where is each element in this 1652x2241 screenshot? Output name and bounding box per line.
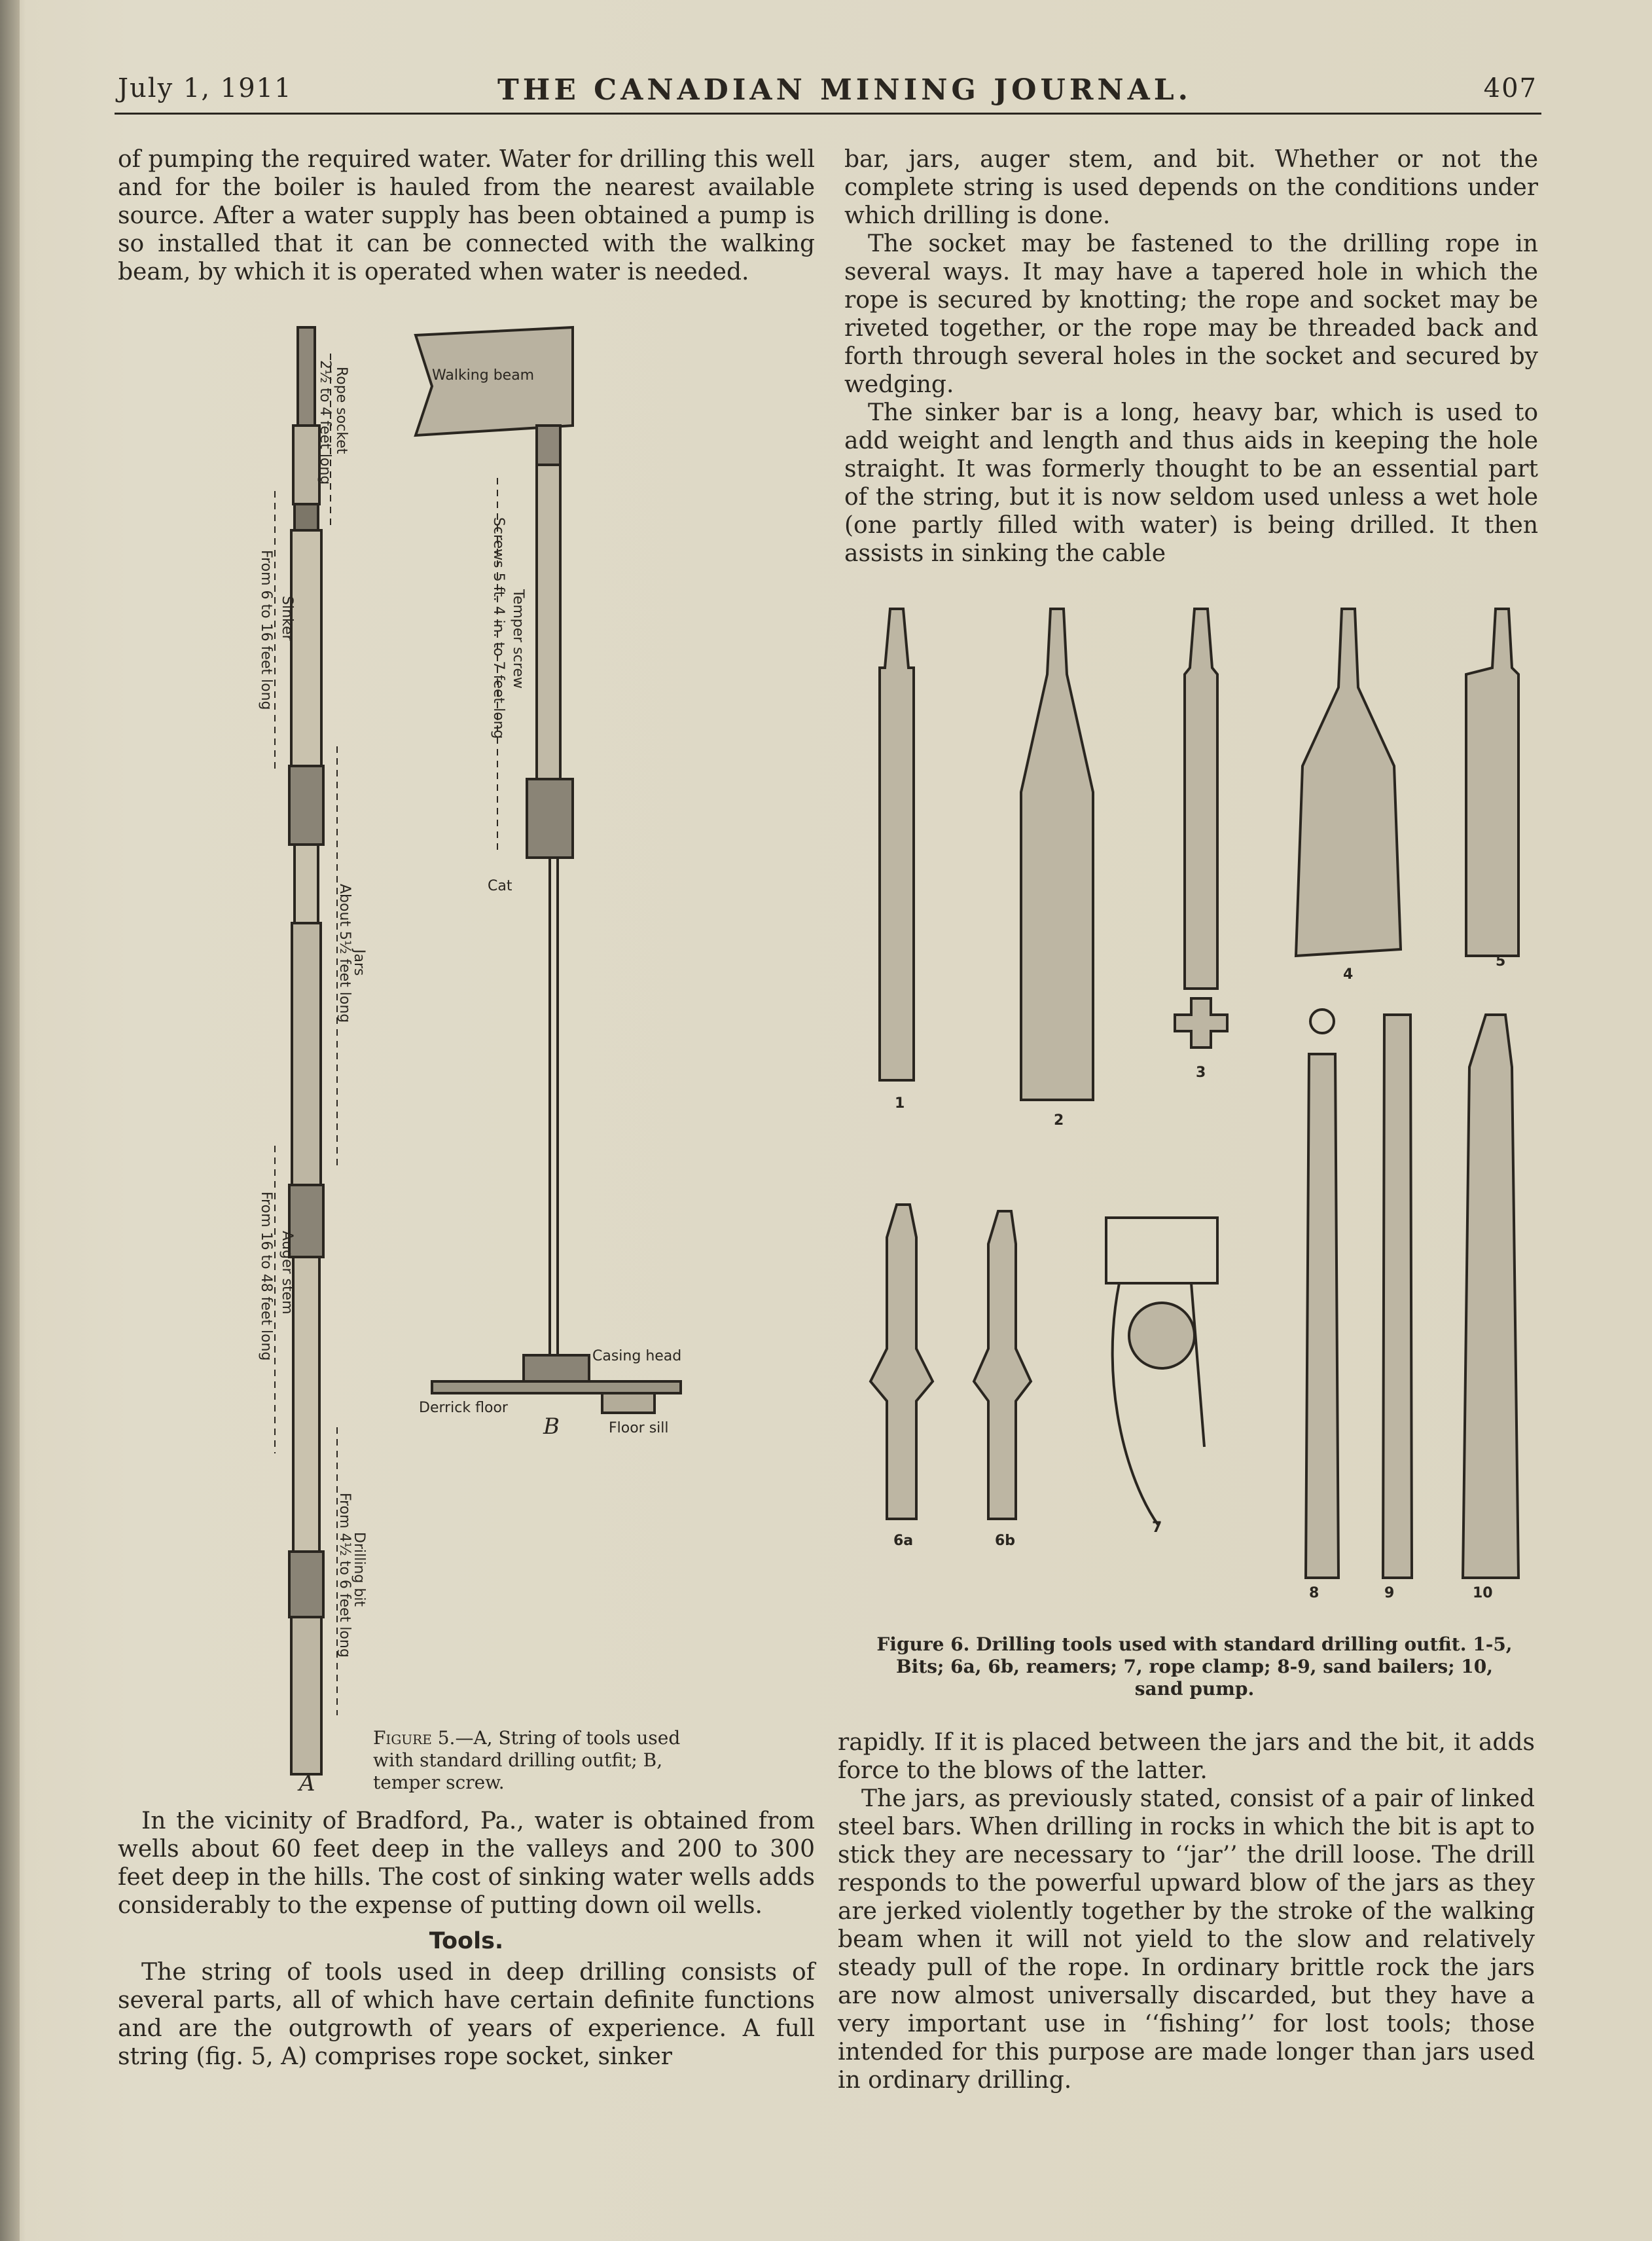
fig6-number-4: 4: [1343, 966, 1354, 983]
figure-6-caption: [871, 1633, 1518, 1700]
figure-6-drawing: [851, 596, 1545, 1604]
fig6-number-5: 5: [1496, 953, 1506, 970]
label-drilling-bit-length: From 4½ to 6 feet long: [336, 1493, 353, 1658]
left-top-paragraph: of pumping the required water. Water for drilling this well and for the boiler is hauled from the nearest available source. After a water supply has been obtained a pump is so installed that it can be connected with the walking beam, by which it is operated when water is needed.: [118, 146, 815, 285]
left-bottom-paragraph-2: The string of tools used in deep drilling consists of several parts, all of which have certain definite functions and are the outgrowth of years of experience. A full string (fig. 5, A) comprises rope socket, sinker: [118, 1959, 815, 2070]
label-sinker-length: From 6 to 16 feet long: [258, 550, 274, 710]
label-cat: Cat: [488, 878, 512, 894]
right-bottom-paragraph-2: The jars, as previously stated, consist of a pair of linked steel bars. When drilling in rocks in which the bit is apt to stick they are necessary to ‘‘jar’’ the drill loose. The drill responds to the powerful upward blow of the jars as they are jerked violently together by the stroke of the walking beam when it will not yield to the slow and relatively steady pull of the rope. In ordinary brittle rock the jars are now almost universally discarded, but they have a very important use in ‘‘fishing’’ for lost tools; those intended for this purpose are made longer than jars used in ordinary drilling.: [838, 1785, 1535, 2094]
right-top-paragraph-1: bar, jars, auger stem, and bit. Whether or not the complete string is used depends on the conditions under which drilling is done.: [844, 146, 1538, 229]
fig6-number-2: 2: [1054, 1112, 1064, 1129]
tool-10-sand-pump: [1463, 1015, 1518, 1578]
header-page-number: 407: [1483, 73, 1537, 103]
tool-5-bit: [1466, 609, 1518, 956]
label-floor-sill: Floor sill: [609, 1420, 669, 1436]
right-column-bottom: [838, 1728, 1535, 2094]
fig6-number-6a: 6a: [893, 1533, 914, 1549]
label-letter-b: B: [543, 1413, 560, 1440]
right-top-paragraph-3: The sinker bar is a long, heavy bar, which is used to add weight and length and thus aids in keeping the hole straight. It was formerly thought to be an essential part of the string, but it is now seldom used unless a wet hole (one partly filled with water) is being drilled. It then assists in sinking the cable: [844, 399, 1538, 567]
header-rule: [115, 113, 1541, 115]
tool-3-bit: [1175, 609, 1227, 1048]
left-bottom-paragraph-1: In the vicinity of Bradford, Pa., water is obtained from wells about 60 feet deep in the valleys and 200 to 300 feet deep in the hills. The cost of sinking water wells adds considerably to the expense of putting down oil wells.: [118, 1808, 815, 1919]
left-column-top: [118, 145, 815, 286]
label-letter-a: A: [299, 1770, 315, 1794]
tool-7-rope-clamp: [1106, 1218, 1217, 1525]
label-drilling-bit: Drilling bit: [351, 1532, 367, 1607]
tool-9-sand-bailer: [1383, 1015, 1412, 1578]
fig6-number-3: 3: [1196, 1065, 1206, 1081]
tool-8-sand-bailer: [1306, 1010, 1338, 1578]
fig6-number-8: 8: [1309, 1585, 1320, 1601]
label-rope-socket-length: 2½ to 4 feet long: [317, 360, 333, 485]
label-sinker: Sinker: [279, 596, 295, 641]
fig6-number-10: 10: [1473, 1585, 1493, 1601]
fig6-number-7: 7: [1152, 1520, 1162, 1536]
left-column-bottom: [118, 1807, 815, 2071]
right-column-top: [844, 145, 1538, 568]
label-rope-socket: Rope socket: [333, 367, 350, 454]
tool-6b-reamer: [974, 1211, 1031, 1519]
header-journal-title: THE CANADIAN MINING JOURNAL.: [497, 73, 1192, 107]
label-temper-screw: Temper screw: [510, 589, 526, 689]
label-walking-beam: Walking beam: [432, 367, 535, 384]
label-casing-head: Casing head: [592, 1348, 682, 1364]
label-temper-screw-length: Screws 5 ft. 4 in. to 7 feet long: [490, 517, 507, 739]
binding-shadow: [0, 0, 20, 2241]
fig6-number-6b: 6b: [995, 1533, 1016, 1549]
figure-5-drawing: [236, 314, 707, 1794]
figure-5-caption: [373, 1727, 687, 1794]
label-auger-stem-length: From 16 to 48 feet long: [258, 1192, 274, 1361]
temper-screw-b: [416, 327, 681, 1413]
figure-6-caption-label: Figure 6.: [876, 1633, 970, 1655]
tool-string-a: [289, 327, 323, 1774]
tool-2-bit: [1021, 609, 1093, 1100]
tool-6a-reamer: [871, 1205, 933, 1519]
label-jars-length: About 5½ feet long: [336, 884, 353, 1023]
figure-5-caption-label: Figure 5.: [373, 1727, 456, 1749]
tool-4-bit: [1296, 609, 1401, 956]
right-bottom-paragraph-1: rapidly. If it is placed between the jars and the bit, it adds force to the blows of the latter.: [838, 1729, 1535, 1784]
tools-subheading: Tools.: [429, 1928, 504, 1954]
label-jars: Jars: [351, 949, 367, 976]
right-top-paragraph-2: The socket may be fastened to the drilling rope in several ways. It may have a tapered hole in which the rope is secured by knotting; the rope and socket may be riveted together, or the rope may be threaded back and forth through several holes in the socket and secured by wedging.: [844, 230, 1538, 398]
label-derrick-floor: Derrick floor: [419, 1400, 508, 1416]
figure-6-caption-text: Drilling tools used with standard drilling outfit. 1-5, Bits; 6a, 6b, reamers; 7, rope clamp; 8-9, sand bailers; 10, sand pump.: [896, 1633, 1513, 1700]
fig6-number-1: 1: [895, 1095, 905, 1112]
header-date: July 1, 1911: [118, 73, 293, 103]
figure-5-caption-text: —A, String of tools used with standard drilling outfit; B, temper screw.: [373, 1727, 681, 1793]
label-auger-stem: Auger stem: [279, 1231, 295, 1315]
fig6-number-9: 9: [1384, 1585, 1395, 1601]
tool-1-bit: [880, 609, 914, 1080]
